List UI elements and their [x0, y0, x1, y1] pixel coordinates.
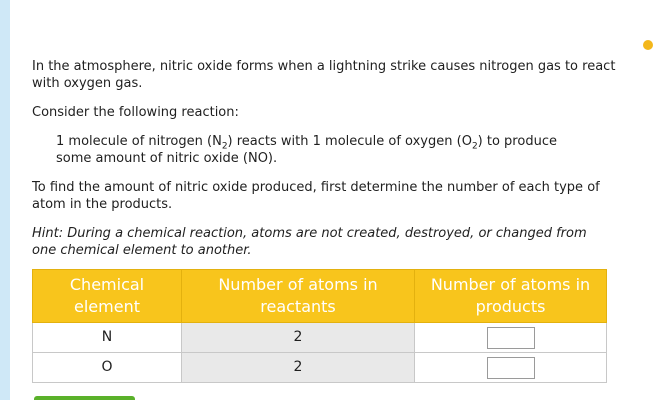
reaction-text-3: ) to produce some amount of nitric oxide (NO).: [56, 134, 557, 166]
reaction-text-1: 1 molecule of nitrogen (N: [56, 134, 222, 149]
atoms-table: [32, 269, 607, 383]
table-header-row: [33, 270, 607, 323]
table-row: [33, 353, 607, 383]
element-cell: O: [33, 353, 182, 383]
consider-text: Consider the following reaction:: [32, 105, 239, 120]
status-dot-icon: [643, 40, 653, 50]
products-cell: [415, 323, 607, 353]
reaction-subscript-1: 2: [221, 141, 228, 152]
instruction-text: To find the amount of nitric oxide produced, first determine the number of each type of atom in the products.: [32, 180, 600, 212]
header-chemical-element: Chemical element: [33, 270, 182, 323]
element-cell: N: [33, 323, 182, 353]
reaction-subscript-2: 2: [471, 141, 478, 152]
question-intro: In the atmosphere, nitric oxide forms when a lightning strike causes nitrogen gas to react with oxygen gas.: [32, 59, 616, 91]
products-cell: [415, 353, 607, 383]
header-products: Number of atoms in products: [415, 270, 607, 323]
hint-text: Hint: During a chemical reaction, atoms are not created, destroyed, or changed from one chemical element to another.: [32, 226, 587, 258]
reactants-cell: 2: [182, 323, 415, 353]
left-accent-strip: [0, 0, 10, 400]
reactants-cell: 2: [182, 353, 415, 383]
products-input-n[interactable]: [487, 327, 535, 349]
submit-button[interactable]: [34, 396, 135, 400]
reaction-text-2: ) reacts with 1 molecule of oxygen (O: [227, 134, 472, 149]
question-content: [32, 58, 622, 383]
header-reactants: Number of atoms in reactants: [182, 270, 415, 323]
table-row: [33, 323, 607, 353]
reaction-statement: [56, 133, 576, 167]
products-input-o[interactable]: [487, 357, 535, 379]
